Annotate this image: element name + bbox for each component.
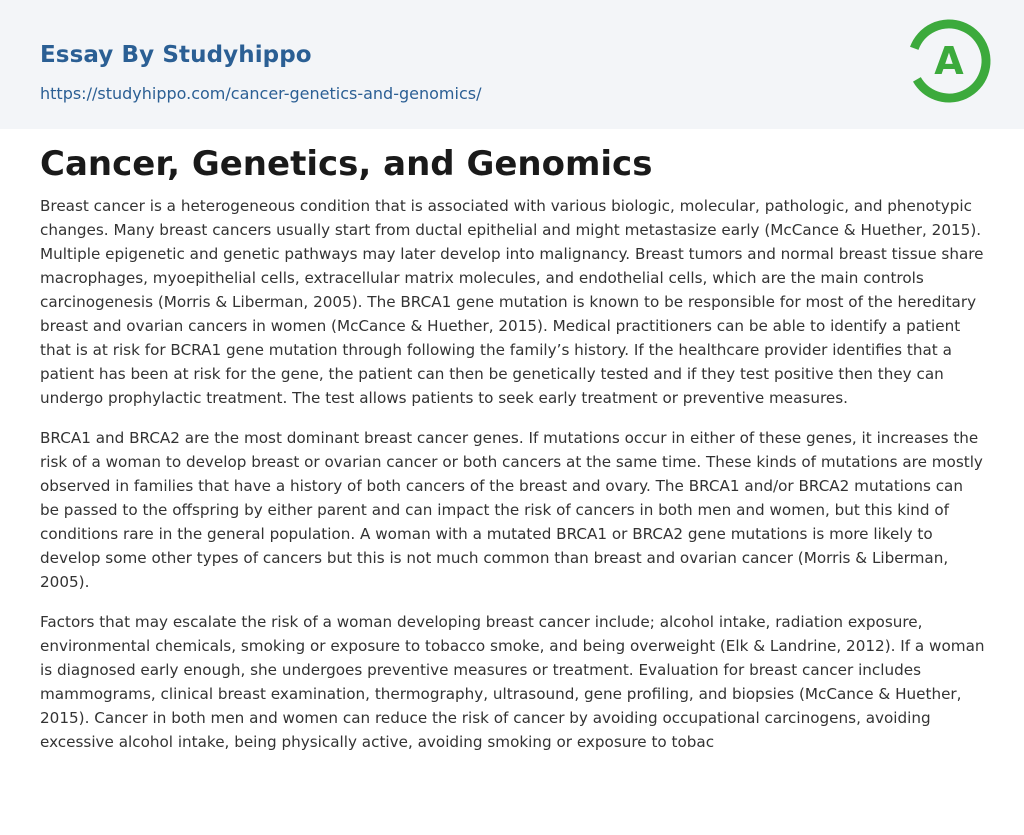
site-header bbox=[0, 0, 1024, 129]
paragraph: BRCA1 and BRCA2 are the most dominant breast cancer genes. If mutations occur in either of these genes, it increases the risk of a woman to develop breast or ovarian cancer or both cancers at the same time. These kinds of mutations are mostly observed in families that have a history of both cancers of the breast and ovary. The BRCA1 and/or BRCA2 mutations can be passed to the offspring by either parent and can impact the risk of cancers in both men and women, but this kind of conditions rare in the general population. A woman with a mutated BRCA1 or BRCA2 gene mutations is more likely to develop some other types of cancers but this is not much common than breast and ovarian cancer (Morris & Liberman, 2005). bbox=[40, 429, 983, 591]
article-body bbox=[40, 194, 986, 784]
page-title: Cancer, Genetics, and Genomics bbox=[40, 144, 653, 184]
site-brand[interactable]: Essay By Studyhippo bbox=[40, 42, 312, 68]
logo-letter: A bbox=[934, 39, 964, 83]
studyhippo-logo[interactable] bbox=[906, 18, 992, 104]
paragraph: Factors that may escalate the risk of a woman developing breast cancer include; alcohol intake, radiation exposure, environmental chemicals, smoking or exposure to tobacco smoke, and being overweight (Elk & Landrine, 2012). If a woman is diagnosed early enough, she undergoes preventive measures or treatment. Evaluation for breast cancer includes mammograms, clinical breast examination, thermography, ultrasound, gene profiling, and biopsies (McCance & Huether, 2015). Cancer in both men and women can reduce the risk of cancer by avoiding occupational carcinogens, avoiding excessive alcohol intake, being physically active, avoiding smoking or exposure to tobac bbox=[40, 613, 985, 751]
paragraph: Breast cancer is a heterogeneous condition that is associated with various biologic, molecular, pathologic, and phenotypic changes. Many breast cancers usually start from ductal epithelial and might metastasize early (McCance & Huether, 2015). Multiple epigenetic and genetic pathways may later develop into malignancy. Breast tumors and normal breast tissue share macrophages, myoepithelial cells, extracellular matrix molecules, and endothelial cells, which are the main controls carcinogenesis (Morris & Liberman, 2005). The BRCA1 gene mutation is known to be responsible for most of the hereditary breast and ovarian cancers in women (McCance & Huether, 2015). Medical practitioners can be able to identify a patient that is at risk for BCRA1 gene mutation through following the family’s history. If the healthcare provider identifies that a patient has been at risk for the gene, the patient can then be genetically tested and if they test positive then they can undergo prophylactic treatment. The test allows patients to seek early treatment or preventive measures. bbox=[40, 197, 984, 407]
article-url-link[interactable]: https://studyhippo.com/cancer-genetics-and-genomics/ bbox=[40, 84, 482, 103]
